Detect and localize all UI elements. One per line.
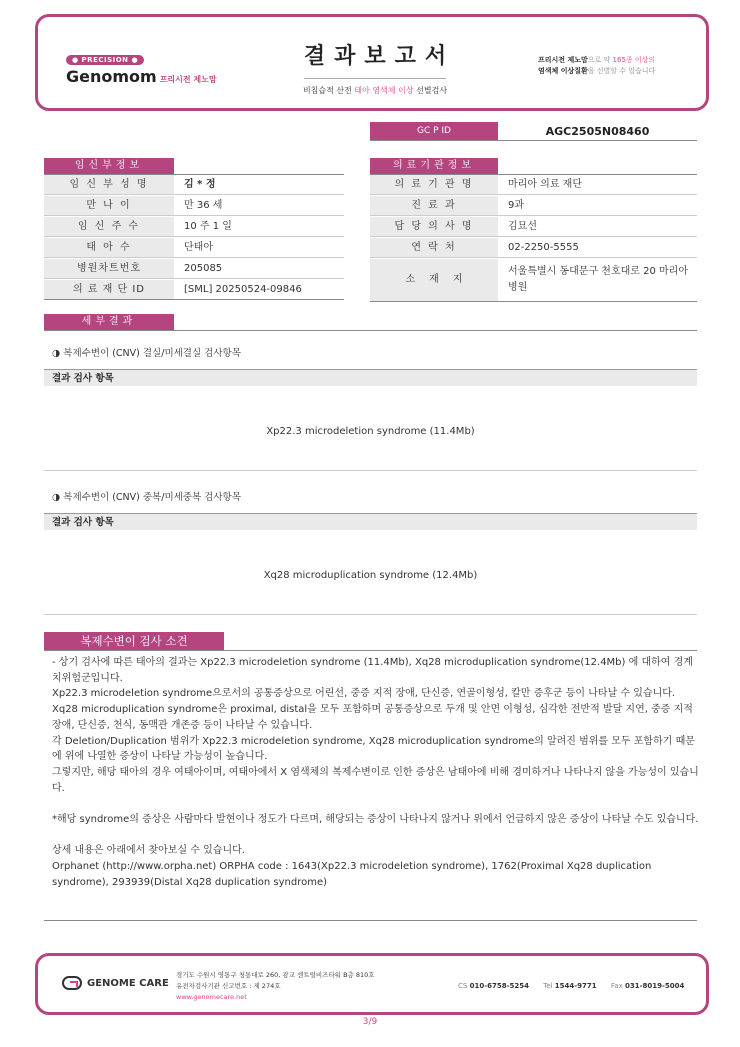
- findings-text: [52, 655, 700, 891]
- info-value: 9과: [508, 200, 525, 211]
- info-value: 김 * 정: [184, 179, 216, 190]
- findings-bottom-rule: [44, 920, 697, 921]
- tel-number: 1544-9771: [554, 982, 597, 990]
- tagline: 프리시전 제노맘으로 약 165종 이상의 염색체 이상질환을 선별할 수 있습니다: [538, 56, 656, 75]
- info-row: [44, 196, 344, 216]
- findings-paragraph: 각 Deletion/Duplication 범위가 Xp22.3 microdeletion syndrome, Xq28 microduplication syndrome의 알려진 범위를 모두 포함하기 때문에 위에 나열한 증상이 나타날 가능성이 높습니다.: [52, 735, 695, 763]
- gcp-id-row: [370, 122, 697, 141]
- title-divider: [304, 78, 446, 79]
- info-key: 의 료 기 관 명: [370, 175, 498, 194]
- findings-paragraph: - 상기 검사에 따른 태아의 결과는 Xp22.3 microdeletion syndrome (11.4Mb), Xq28 microduplication syndrome(12.4Mb) 에 대하여 경계치위험군입니다.: [52, 657, 693, 684]
- info-key: 담 당 의 사 명: [370, 217, 498, 236]
- info-row: [370, 238, 697, 258]
- genome-care-logo: GENOME CARE: [62, 976, 169, 990]
- report-title: 결과보고서: [303, 44, 456, 69]
- cs-number: 010-6758-5254: [469, 982, 529, 990]
- info-row: [44, 259, 344, 279]
- page-number: 3/9: [362, 1017, 378, 1027]
- report-header: [35, 14, 709, 111]
- genome-care-icon: [62, 976, 82, 990]
- orphanet-reference: Orphanet (http://www.orpha.net) ORPHA code : 1643(Xp22.3 microdeletion syndrome), 1762(Proximal Xq28 duplication syndrome), 293939(Distal Xq28 duplication syndrome): [52, 861, 652, 888]
- findings-paragraph: 상세 내용은 아래에서 찾아보실 수 있습니다.: [52, 845, 245, 857]
- fax-number: 031-8019-5004: [624, 982, 685, 990]
- info-row: [370, 196, 697, 216]
- info-row: [44, 175, 344, 195]
- info-key: 연 락 처: [370, 238, 498, 257]
- info-key: 의 료 재 단 ID: [44, 280, 174, 299]
- gcp-id-label: GC P ID: [370, 122, 498, 140]
- info-row: [44, 238, 344, 258]
- info-row: [370, 175, 697, 195]
- logo-brand-sub: 프리시전 제노맘: [159, 75, 217, 84]
- info-key: 만 나 이: [44, 196, 174, 215]
- institution-info-heading: 의료기관정보: [370, 158, 498, 174]
- cnv-duplication-title: ◑ 복제수변이 (CNV) 중복/미세중복 검사항목: [52, 492, 241, 503]
- location-value: 서울특별시 동대문구 천호대로 20 마리아병원: [508, 266, 688, 293]
- info-key: 진 료 과: [370, 196, 498, 215]
- info-key: 임 신 주 수: [44, 217, 174, 236]
- findings-paragraph: Xp22.3 microdeletion syndrome으로서의 공통증상으로 어린선, 중증 지적 장애, 단신증, 연골이형성, 칼만 증후군 등이 나타날 수 있습니다.: [52, 688, 676, 700]
- info-key: 병원차트번호: [44, 259, 174, 278]
- institution-bottom-rule: [370, 301, 697, 302]
- info-value: 김묘선: [508, 221, 537, 232]
- info-value: 단태아: [184, 242, 213, 253]
- findings-paragraph: Xq28 microduplication syndrome은 proximal, distal을 모두 포함하며 공통증상으로 두개 및 안면 이형성, 심각한 전반적 발달 지연, 중증 지적 장애, 단신증, 천식, 동맥관 개존증 등이 나타날 수 있습니다.: [52, 704, 693, 731]
- pregnant-info-heading: 임신부정보: [44, 158, 174, 174]
- info-key: 태 아 수: [44, 238, 174, 257]
- details-rule: [44, 330, 697, 331]
- company-address: 경기도 수원시 영통구 청통대로 260, 광교 센트럴비즈타워 B층 810호 유전자검사기관 신고번호 : 제 274호 www.genomecare.net: [176, 971, 375, 1001]
- gcp-id-value: AGC2505N08460: [545, 125, 650, 138]
- precision-badge: ● PRECISION ●: [66, 55, 144, 65]
- cnv-deletion-title: ◑ 복제수변이 (CNV) 결실/미세결실 검사항목: [52, 348, 241, 359]
- findings-note: *해당 syndrome의 증상은 사람마다 발현이나 정도가 다르며, 해당되는 증상이 나타나지 않거나 위에서 언급하지 않은 증상이 나타날 수도 있습니다.: [52, 814, 699, 826]
- info-value: 205085: [184, 263, 223, 274]
- duplication-result: Xq28 microduplication syndrome (12.4Mb): [263, 570, 478, 581]
- result-items-bar: 결과 검사 항목: [44, 369, 697, 386]
- info-value: 10 주 1 일: [184, 221, 232, 232]
- section-divider: [44, 614, 697, 615]
- info-row: [370, 217, 697, 237]
- findings-paragraph: 그렇지만, 해당 태아의 경우 여태아이며, 여태아에서 X 염색체의 복제수변이로 인한 증상은 남태아에 비해 경미하거나 나타나지 않을 가능성이 있습니다.: [52, 766, 699, 794]
- findings-rule: [44, 650, 697, 651]
- info-value: 마리아 의료 재단: [508, 179, 582, 190]
- genomom-logo: [66, 47, 217, 86]
- section-divider: [44, 470, 697, 471]
- details-heading: 세부결과: [44, 314, 174, 330]
- report-title-block: [290, 39, 460, 96]
- deletion-result: Xp22.3 microdeletion syndrome (11.4Mb): [266, 426, 475, 437]
- report-subtitle: 비침습적 산전 태아 염색체 이상 선별검사: [302, 86, 448, 95]
- result-items-bar: 결과 검사 항목: [44, 513, 697, 530]
- company-website-link[interactable]: www.genomecare.net: [176, 993, 247, 1001]
- info-row: [44, 280, 344, 300]
- findings-heading: 복제수변이 검사 소견: [44, 632, 224, 650]
- report-footer: [35, 953, 709, 1015]
- info-value: 02-2250-5555: [508, 242, 579, 253]
- info-row: [44, 217, 344, 237]
- location-key: 소재지: [370, 259, 498, 301]
- info-value: [SML] 20250524-09846: [184, 284, 302, 295]
- info-value: 만 36 세: [184, 200, 223, 211]
- info-key: 임 신 부 성 명: [44, 175, 174, 194]
- contact-numbers: CS 010-6758-5254 Tel 1544-9771 Fax 031-8019-5004: [458, 982, 685, 990]
- logo-brand: Genomom: [66, 67, 157, 86]
